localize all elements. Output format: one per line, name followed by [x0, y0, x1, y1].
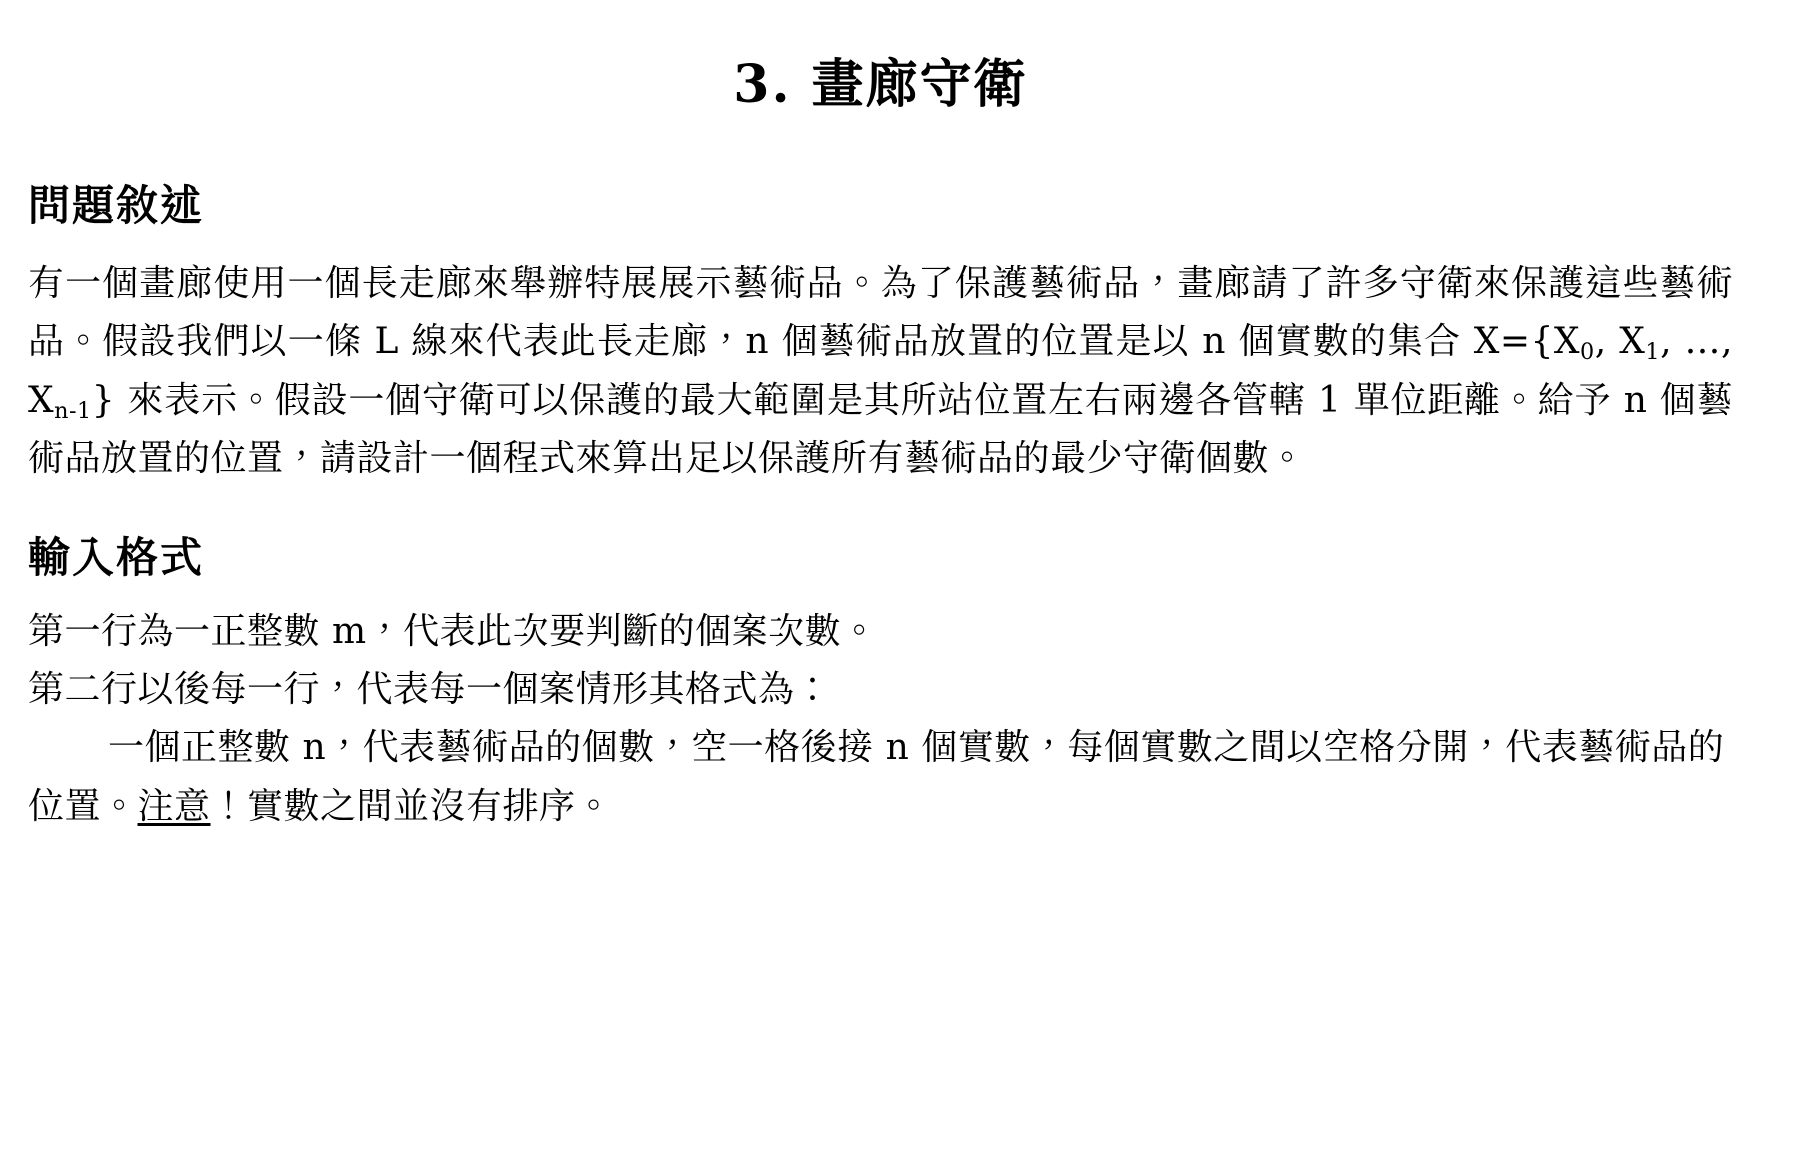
input-format-line-1: 第一行為一正整數 m，代表此次要判斷的個案次數。 [28, 610, 878, 652]
input-format-body [28, 603, 1733, 836]
problem-text-part-4: } 來表示。假設一個守衛可以保護的最大範圍是其所站位置左右兩邊各管轄 1 單位距離。給予 n 個藝術品放置的位置，請設計一個程式來算出足以保護所有藝術品的最少守衛個數。 [28, 379, 1733, 479]
input-format-line-3 [28, 719, 1733, 836]
section-heading-input-format: 輸入格式 [28, 533, 205, 583]
page-title: 3. 畫廊守衛 [733, 54, 1028, 115]
problem-text-part-2: , X [1594, 321, 1646, 363]
subscript-x1: 1 [1645, 339, 1661, 366]
input-format-line-2: 第二行以後每一行，代表每一個案情形其格式為： [28, 668, 832, 710]
problem-statement-paragraph [28, 255, 1733, 488]
subscript-x0: 0 [1580, 339, 1595, 366]
problem-text-part-1: 有一個畫廊使用一個長走廊來舉辦特展展示藝術品。為了保護藝術品，畫廊請了許多守衛來保護這些藝術品。假設我們以一條 L 線來代表此長走廊，n 個藝術品放置的位置是以 n 個實數的集合 X={X [28, 262, 1733, 363]
input-format-note-emphasis: 注意 [137, 785, 211, 827]
subscript-xn-1: n-1 [54, 397, 92, 424]
problem-text-part-3: , …, X [28, 321, 1733, 421]
section-heading-problem-statement: 問題敘述 [28, 181, 205, 231]
input-format-line-3-tail: ！實數之間並沒有排序。 [210, 785, 613, 827]
input-format-line-3-text: 一個正整數 n，代表藝術品的個數，空一格後接 n 個實數，每個實數之間以空格分開，代表藝術品的位置。 [28, 727, 1725, 827]
